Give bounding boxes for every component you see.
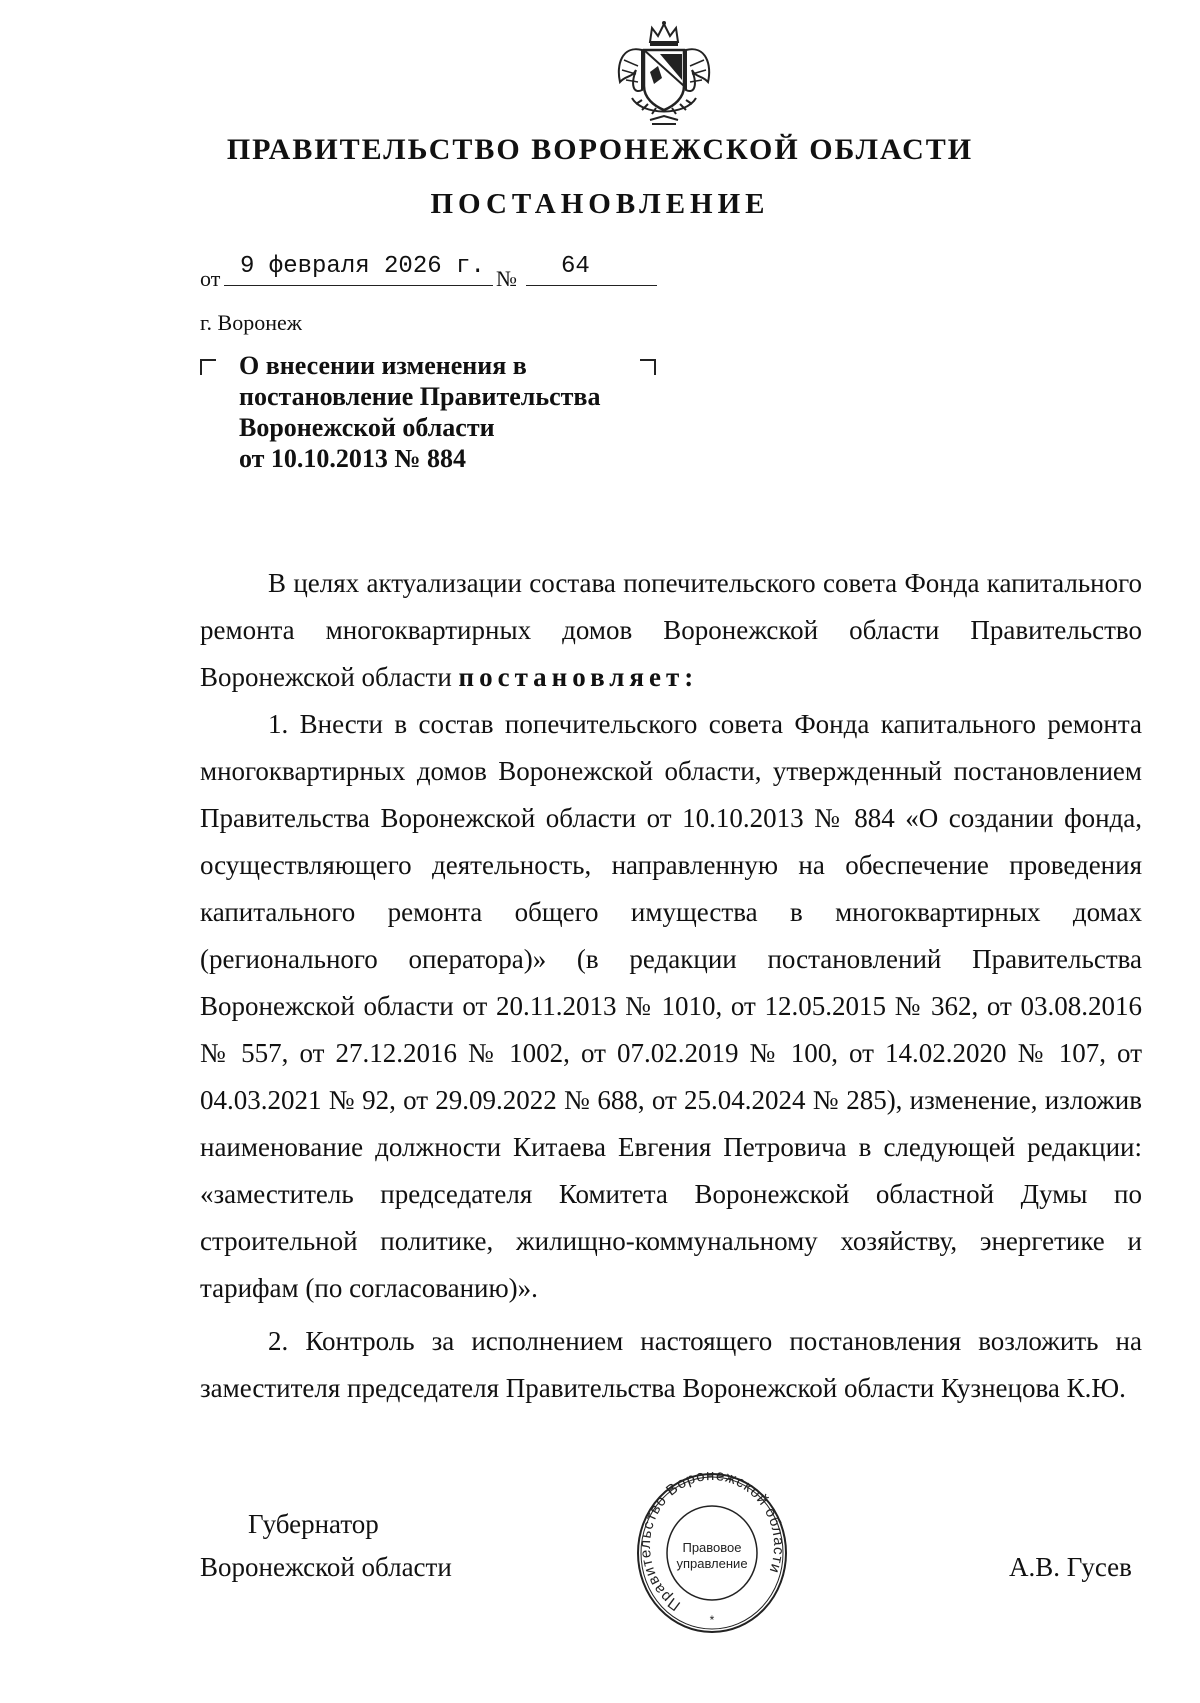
date-underline [224,285,493,286]
official-stamp [636,1472,788,1634]
document-body [200,560,1142,1412]
city: г. Воронеж [200,310,302,335]
subject-line: постановление Правительства [239,382,601,411]
subject-line: от 10.10.2013 № 884 [239,444,467,473]
signer-post-line-2: Воронежской области [200,1552,452,1582]
stamp-center-line-1: Правовое [682,1540,742,1555]
stamp-center-line-2: управление [676,1556,748,1571]
resolves-keyword: постановляет: [458,662,699,692]
subject-corner-left [200,359,216,375]
stamp-ring-text: Правительство Воронежской области [636,1472,788,1615]
subject-corner-right [640,359,656,375]
date-prefix: от [200,266,221,291]
document-number: 64 [561,253,590,280]
stamp-star-icon: * [709,1613,715,1627]
document-date: 9 февраля 2026 г. [240,253,485,280]
subject-heading [239,350,600,474]
item-1-paragraph: 1. Внести в состав попечительского совета Фонда капитального ремонта многоквартирных домов Воронежской области, утвержденный постановлением Правительства Воронежской области от 10.10.2013 № 884 «О создании фонда, осуществляющего деятельность, направленную на обеспечение проведения капитального ремонта общего имущества в многоквартирных домах (регионального оператора)» (в редакции постановлений Правительства Воронежской области от 20.11.2013 № 1010, от 12.05.2015 № 362, от 03.08.2016 № 557, от 27.12.2016 № 1002, от 07.02.2019 № 100, от 14.02.2020 № 107, от 04.03.2021 № 92, от 29.09.2022 № 688, от 25.04.2024 № 285), изменение, изложив наименование должности Китаева Евгения Петровича в следующей редакции: «заместитель председателя Комитета Воронежской областной Думы по строительной политике, жилищно-коммунальному хозяйству, энергетике и тарифам (по согласованию)». [200,709,1142,1303]
item-2-paragraph: 2. Контроль за исполнением настоящего постановления возложить на заместителя председателя Правительства Воронежской области Кузнецова К.Ю. [200,1326,1142,1403]
subject-line: Воронежской области [239,413,495,442]
number-underline [526,285,657,286]
signer-name: А.В. Гусев [1009,1552,1132,1582]
coat-of-arms-icon [612,20,716,132]
preamble-text: В целях актуализации состава попечительского совета Фонда капитального ремонта многоквартирных домов Воронежской области Правительство Воронежской области [200,568,1142,692]
preamble-paragraph [200,560,1142,701]
subject-line: О внесении изменения в [239,351,527,380]
document-type-title: ПОСТАНОВЛЕНИЕ [430,188,770,220]
signer-post-line-1: Губернатор [248,1509,379,1539]
number-prefix: № [496,266,517,291]
government-title: ПРАВИТЕЛЬСТВО ВОРОНЕЖСКОЙ ОБЛАСТИ [226,133,974,166]
